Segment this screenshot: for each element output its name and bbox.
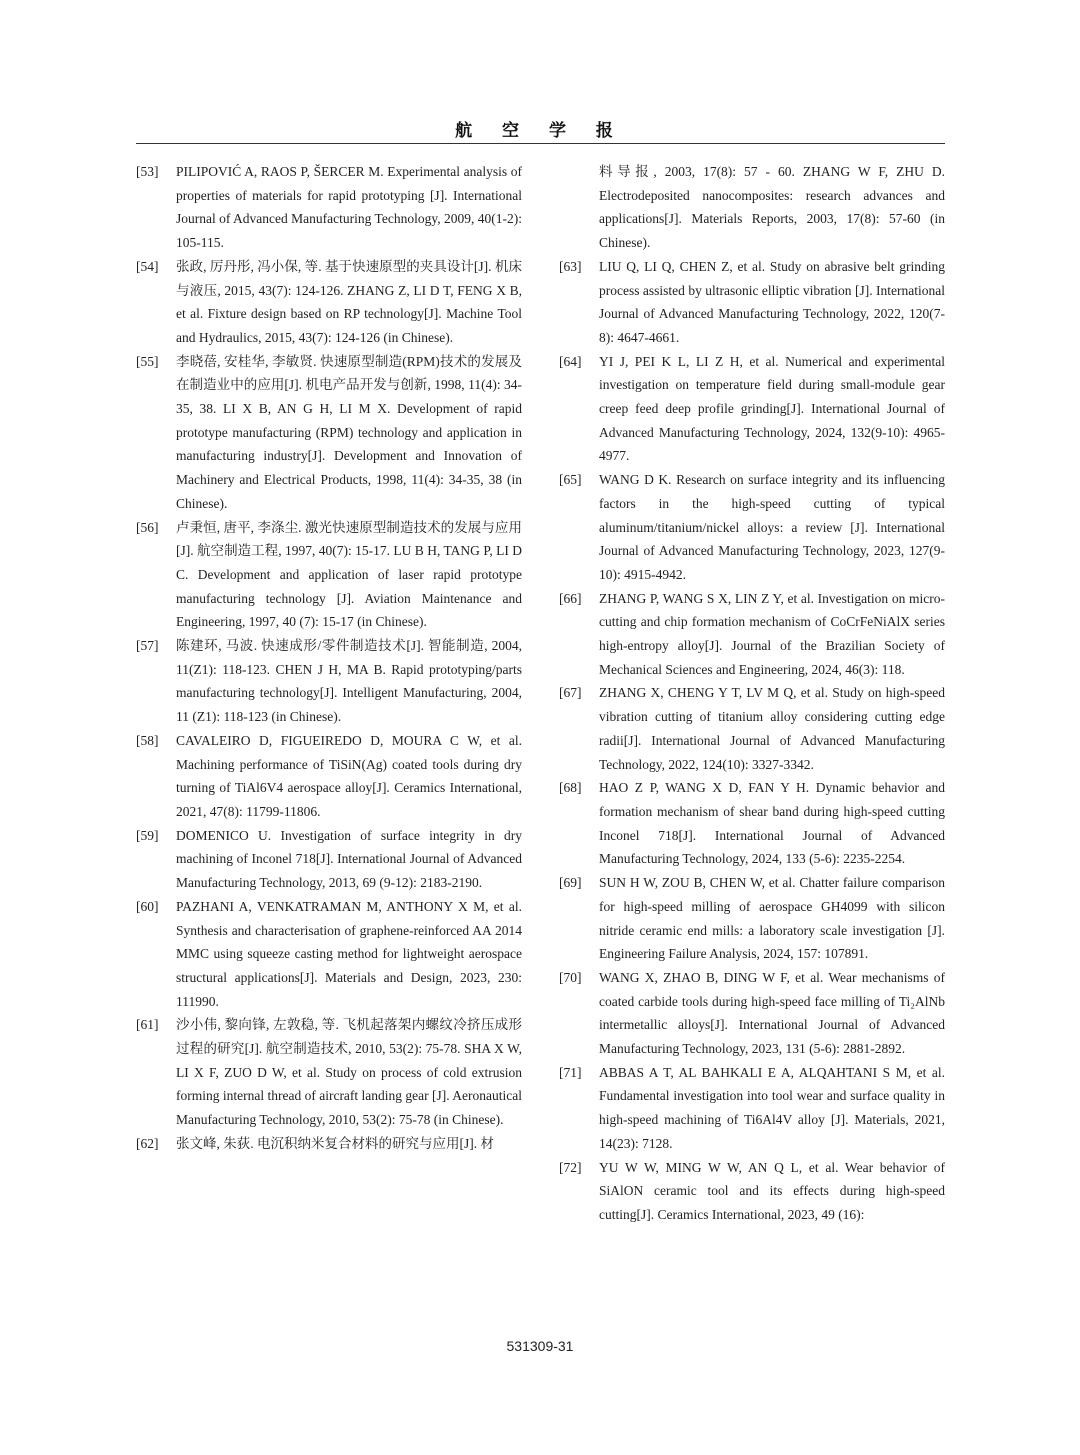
reference-text: 陈建环, 马波. 快速成形/零件制造技术[J]. 智能制造, 2004, 11(Z1): 118-123. CHEN J H, MA B. Rapid prototyping/parts manufacturing technology[J]. Intelligent Manufacturing, 2004, 11 (Z1): 118-123 (in Chinese). <box>176 638 522 725</box>
reference-number: [64] <box>559 353 582 369</box>
reference-text: SUN H W, ZOU B, CHEN W, et al. Chatter failure comparison for high-speed milling of aerospace GH4099 with silicon nitride ceramic end mills: a laboratory scale investigation [J]. Engineering Failure Analysis, 2024, 157: 107891. <box>599 875 945 962</box>
reference-item <box>559 681 945 776</box>
reference-item <box>136 1013 522 1132</box>
reference-item <box>559 1156 945 1227</box>
reference-number: [67] <box>559 685 582 701</box>
page-number: 531309-31 <box>506 1338 574 1354</box>
reference-number: [66] <box>559 590 582 606</box>
reference-text: PAZHANI A, VENKATRAMAN M, ANTHONY X M, et al. Synthesis and characterisation of graphene-reinforced AA 2014 MMC using squeeze casting method for lightweight aerospace structural applications[J]. Materials and Design, 2023, 230: 111990. <box>176 898 522 1009</box>
reference-text: 张政, 厉丹彤, 冯小保, 等. 基于快速原型的夹具设计[J]. 机床与液压, 2015, 43(7): 124-126. ZHANG Z, LI D T, FENG X B, et al. Fixture design based on RP technology[J]. Machine Tool and Hydraulics, 2015, 43(7): 124-126 (in Chinese). <box>176 258 522 345</box>
reference-text: DOMENICO U. Investigation of surface integrity in dry machining of Inconel 718[J]. International Journal of Advanced Manufacturing Technology, 2013, 69 (9-12): 2183-2190. <box>176 827 522 891</box>
reference-number: [57] <box>136 638 159 654</box>
reference-item <box>136 160 522 255</box>
reference-item <box>559 776 945 871</box>
reference-number: [56] <box>136 519 159 535</box>
reference-number: [63] <box>559 258 582 274</box>
reference-item <box>559 1061 945 1156</box>
reference-item <box>559 468 945 587</box>
reference-text: YI J, PEI K L, LI Z H, et al. Numerical and experimental investigation on temperature field during small-module gear creep feed deep profile grinding[J]. International Journal of Advanced Manufacturing Technology, 2024, 132(9-10): 4965-4977. <box>599 353 945 464</box>
reference-number: [65] <box>559 472 582 488</box>
reference-text: WANG D K. Research on surface integrity and its influencing factors in the high-speed cutting of typical aluminum/titanium/nickel alloys: a review [J]. International Journal of Advanced Manufacturing Technology, 2023, 127(9-10): 4915-4942. <box>599 472 945 582</box>
reference-item <box>136 895 522 1014</box>
reference-text: 沙小伟, 黎向锋, 左敦稳, 等. 飞机起落架内螺纹冷挤压成形过程的研究[J]. 航空制造技术, 2010, 53(2): 75-78. SHA X W, LI X F, ZUO D W, et al. Study on process of cold extrusion forming internal thread of aircraft landing gear [J]. Aeronautical Manufacturing Technology, 2010, 53(2): 75-78 (in Chinese). <box>176 1017 522 1128</box>
reference-item <box>559 255 945 350</box>
reference-text: 卢秉恒, 唐平, 李涤尘. 激光快速原型制造技术的发展与应用[J]. 航空制造工程, 1997, 40(7): 15-17. LU B H, TANG P, LI D C. Development and application of laser rapid prototype manufacturing technology [J]. Aviation Maintenance and Engineering, 1997, 40 (7): 15-17 (in Chinese). <box>176 519 522 630</box>
reference-item <box>136 729 522 824</box>
reference-text: CAVALEIRO D, FIGUEIREDO D, MOURA C W, et al. Machining performance of TiSiN(Ag) coated tools during dry turning of TiAl6V4 aerospace alloy[J]. Ceramics International, 2021, 47(8): 11799-11806. <box>176 732 522 819</box>
reference-text: YU W W, MING W W, AN Q L, et al. Wear behavior of SiAlON ceramic tool and its effects during high-speed cutting[J]. Ceramics International, 2023, 49 (16): <box>599 1159 945 1222</box>
reference-number: [59] <box>136 827 159 843</box>
reference-item <box>136 516 522 635</box>
reference-item <box>136 824 522 895</box>
journal-title: 航 空 学 报 <box>455 121 625 141</box>
reference-item <box>559 966 945 1061</box>
reference-number: [62] <box>136 1135 159 1151</box>
reference-item <box>559 587 945 682</box>
reference-text: 张文峰, 朱荻. 电沉积纳米复合材料的研究与应用[J]. 材 <box>176 1135 494 1151</box>
reference-text: PILIPOVIĆ A, RAOS P, ŠERCER M. Experimental analysis of properties of materials for rapid prototyping [J]. International Journal of Advanced Manufacturing Technology, 2009, 40(1-2): 105-115. <box>176 164 522 251</box>
reference-item <box>559 871 945 966</box>
reference-number: [55] <box>136 353 159 369</box>
reference-number: [61] <box>136 1017 159 1033</box>
reference-continuation: 料导报, 2003, 17(8): 57 - 60. ZHANG W F, ZHU D. Electrodeposited nanocomposites: research advances and applications[J]. Materials Reports, 2003, 17(8): 57-60 (in Chinese). <box>599 164 945 251</box>
reference-number: [60] <box>136 898 159 914</box>
reference-text: WANG X, ZHAO B, DING W F, et al. Wear mechanisms of coated carbide tools during high-speed face milling of Ti₂AlNb intermetallic alloys[J]. International Journal of Advanced Manufacturing Technology, 2023, 131 (5-6): 2881-2892. <box>599 969 945 1057</box>
reference-item <box>136 350 522 516</box>
reference-column-right <box>559 160 945 1227</box>
header-divider <box>136 143 945 144</box>
reference-text: LIU Q, LI Q, CHEN Z, et al. Study on abrasive belt grinding process assisted by ultrasonic elliptic vibration [J]. International Journal of Advanced Manufacturing Technology, 2022, 120(7-8): 4647-4661. <box>599 258 945 345</box>
reference-item <box>136 1132 522 1156</box>
reference-item <box>136 634 522 729</box>
reference-number: [69] <box>559 875 582 891</box>
reference-number: [53] <box>136 164 159 179</box>
reference-text: 李晓蓓, 安桂华, 李敏贤. 快速原型制造(RPM)技术的发展及在制造业中的应用[J]. 机电产品开发与创新, 1998, 11(4): 34-35, 38. LI X B, AN G H, LI M X. Development of rapid prototype manufacturing (RPM) technology and application in manufacturing industry[J]. Development and Innovation of Machinery and Electrical Products, 1998, 11(4): 34-35, 38 (in Chinese). <box>176 353 522 511</box>
reference-number: [72] <box>559 1159 582 1175</box>
reference-number: [70] <box>559 969 582 985</box>
reference-number: [58] <box>136 732 159 748</box>
reference-number: [68] <box>559 780 582 796</box>
reference-number: [54] <box>136 258 159 274</box>
reference-item <box>136 255 522 350</box>
reference-text: ZHANG X, CHENG Y T, LV M Q, et al. Study on high-speed vibration cutting of titanium alloy considering cutting edge radii[J]. International Journal of Advanced Manufacturing Technology, 2022, 124(10): 3327-3342. <box>599 685 945 772</box>
reference-text: HAO Z P, WANG X D, FAN Y H. Dynamic behavior and formation mechanism of shear band during high-speed cutting Inconel 718[J]. International Journal of Advanced Manufacturing Technology, 2024, 133 (5-6): 2235-2254. <box>599 780 945 867</box>
reference-number: [71] <box>559 1064 582 1080</box>
reference-column-left <box>136 160 522 1156</box>
reference-text: ZHANG P, WANG S X, LIN Z Y, et al. Investigation on micro-cutting and chip formation mechanism of CoCrFeNiAlX series high-entropy alloy[J]. Journal of the Brazilian Society of Mechanical Sciences and Engineering, 2024, 46(3): 118. <box>599 590 945 677</box>
reference-item <box>559 350 945 469</box>
reference-text: ABBAS A T, AL BAHKALI E A, ALQAHTANI S M, et al. Fundamental investigation into tool wear and surface quality in high-speed machining of Ti6Al4V alloy [J]. Materials, 2021, 14(23): 7128. <box>599 1064 945 1151</box>
